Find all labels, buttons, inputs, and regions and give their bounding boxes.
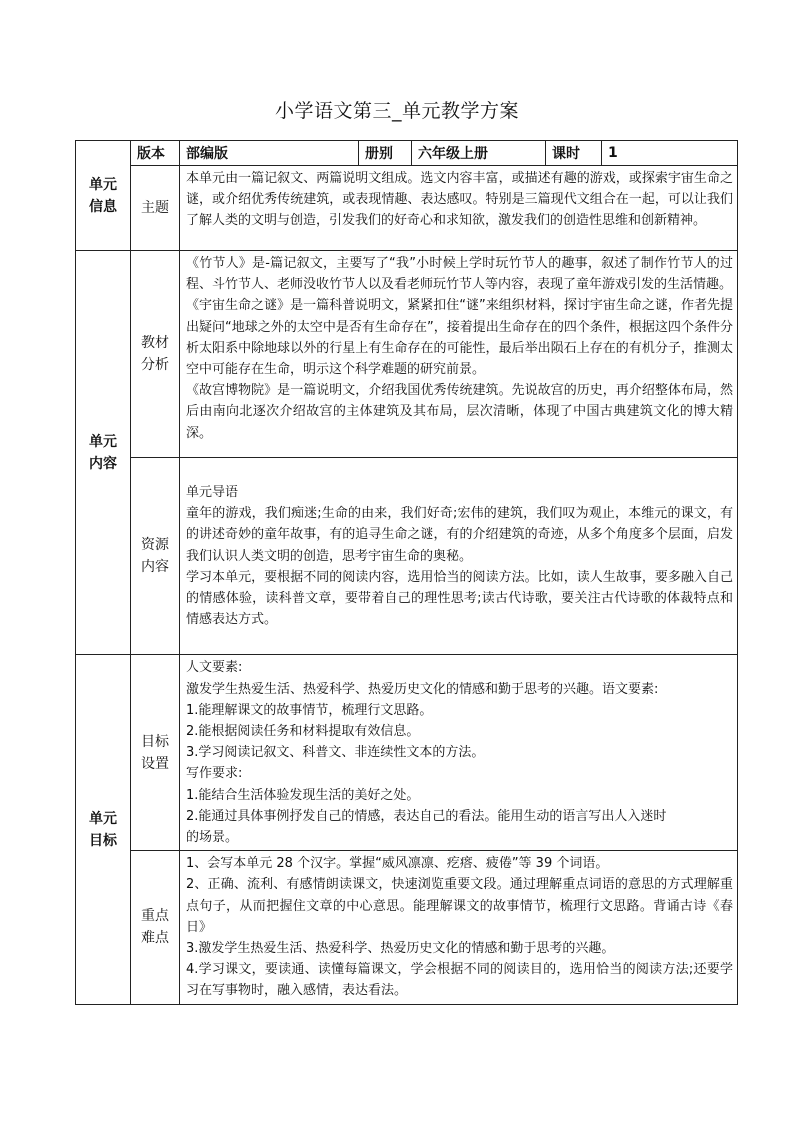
analysis-label <box>131 251 180 458</box>
objective-line: 1.能理解课文的故事情节，梳理行文思路。 <box>186 702 433 718</box>
objective-line: 的场景。 <box>186 830 239 846</box>
resource-content <box>180 458 738 655</box>
key-point: 2、正确、流利、有感情朗读课文，快速浏览重要文段。通过理解重点词语的意思的方式理解重点句子，从而把握住文章的中心意思。能理解课文的故事情节，梳理行文思路。背诵古诗《春日》 <box>186 877 733 935</box>
key-point: 1、会写本单元 28 个汉字。掌握“威风凛凛、疙瘩、疲倦”等 39 个词语。 <box>186 856 609 872</box>
resource-row <box>76 458 738 655</box>
period-label: 课时 <box>546 141 602 166</box>
key-point: 4.学习课文，要读通、读懂每篇课文，学会根据不同的阅读目的，选用恰当的阅读方法;还要学习在写事物时，融入感情，表达看法。 <box>186 962 733 999</box>
objective-line: 2.能通过具体事例抒发自己的情感，表达自己的看法。能用生动的语言写出人入迷时 <box>186 808 667 824</box>
period-value: 1 <box>602 141 738 166</box>
section-label-unit-content-text: 单元内容 <box>89 433 117 472</box>
key-points-row <box>76 851 738 1004</box>
section-label-unit-info-text: 单元信息 <box>89 176 117 215</box>
document-title: 小学语文第三_单元教学方案 <box>274 100 519 122</box>
theme-text: 本单元由一篇记叙文、两篇说明文组成。选文内容丰富，或描述有趣的游戏，或探索宇宙生命之谜，或介绍优秀传统建筑，或表现情趣、表达感叹。特别是三篇现代文组合在一起，可以让我们了解人类的文明与创造，引发我们的好奇心和求知欲，激发我们的创造性思维和创新精神。 <box>180 166 738 251</box>
key-point: 3.激发学生热爱生活、热爱科学、热爱历史文化的情感和勤于思考的兴趣。 <box>186 941 615 957</box>
key-points-label <box>131 851 180 1004</box>
resource-heading: 单元导语 <box>186 485 239 500</box>
objective-content <box>180 655 738 851</box>
section-label-unit-content <box>76 251 131 655</box>
objective-line: 1.能结合生活体验发现生活的美好之处。 <box>186 787 420 803</box>
resource-paragraph: 学习本单元，要根据不同的阅读内容，选用恰当的阅读方法。比如，读人生故事，要多融入自己的情感体验，读科普文章，要带着自己的理性思考;读古代诗歌，要关注古代诗歌的体裁特点和情感表达方式。 <box>186 569 733 628</box>
section-label-unit-goals-text: 单元目标 <box>89 810 117 849</box>
objective-label <box>131 655 180 851</box>
objective-line: 写作要求: <box>186 766 243 782</box>
section-label-unit-goals <box>76 655 131 1004</box>
resource-paragraph: 童年的游戏，我们痴迷;生命的由来，我们好奇;宏伟的建筑，我们叹为观止，本维元的课文，有的讲述奇妙的童年故事，有的追寻生命之谜，有的介绍建筑的奇迹，从多个角度多个层面，启发我们认识人类文明的创造，思考宇宙生命的奥秘。 <box>186 506 733 564</box>
objective-label-text: 目标设置 <box>141 733 169 772</box>
analysis-row <box>76 251 738 458</box>
analysis-content <box>180 251 738 458</box>
analysis-paragraph: 《故宫博物院》是一篇说明文，介绍我国优秀传统建筑。先说故宫的历史，再介绍整体布局，然后由南向北逐次介绍故宫的主体建筑及其布局，层次清晰，体现了中国古典建筑文化的博大精深。 <box>186 383 733 441</box>
resource-label <box>131 458 180 655</box>
section-label-unit-info <box>76 141 131 251</box>
info-header-row <box>76 141 738 166</box>
lesson-plan-table <box>75 140 738 1005</box>
analysis-paragraph: 《竹节人》是-篇记叙文，主要写了“我”小时候上学时玩竹节人的趣事，叙述了制作竹节人的过程、斗竹节人、老师没收竹节人以及看老师玩竹节人等内容，表现了童年游戏引发的生活情趣。 <box>186 256 733 293</box>
edition-label: 版本 <box>131 141 180 166</box>
volume-value: 六年级上册 <box>412 141 546 166</box>
key-points-content <box>180 851 738 1004</box>
objective-line: 人文要素: <box>186 660 243 676</box>
theme-row <box>76 166 738 251</box>
objective-line: 2.能根据阅读任务和材料提取有效信息。 <box>186 724 420 740</box>
objective-row <box>76 655 738 851</box>
analysis-label-text: 教材分析 <box>141 335 169 373</box>
resource-label-text: 资源内容 <box>141 537 169 576</box>
objective-line: 3.学习阅读记叙文、科普文、非连续性文本的方法。 <box>186 745 485 761</box>
objective-line: 激发学生热爱生活、热爱科学、热爱历史文化的情感和勤于思考的兴趣。语文要素: <box>186 681 659 697</box>
volume-label: 册别 <box>359 141 412 166</box>
analysis-paragraph: 《宇宙生命之谜》是一篇科普说明文，紧紧扣住“谜”来组织材料，探讨宇宙生命之谜，作者先提出疑问“地球之外的太空中是否有生命存在”，接着提出生命存在的四个条件，根据这四个条件分析太阳系中除地球以外的行星上有生命存在的可能性，最后举出陨石上存在的有机分子，推测太空中可能存在生命，明示这个科学难题的研究前景。 <box>186 298 733 378</box>
key-points-label-text: 重点难点 <box>141 908 169 947</box>
theme-label: 主题 <box>131 166 180 251</box>
edition-value: 部编版 <box>180 141 359 166</box>
